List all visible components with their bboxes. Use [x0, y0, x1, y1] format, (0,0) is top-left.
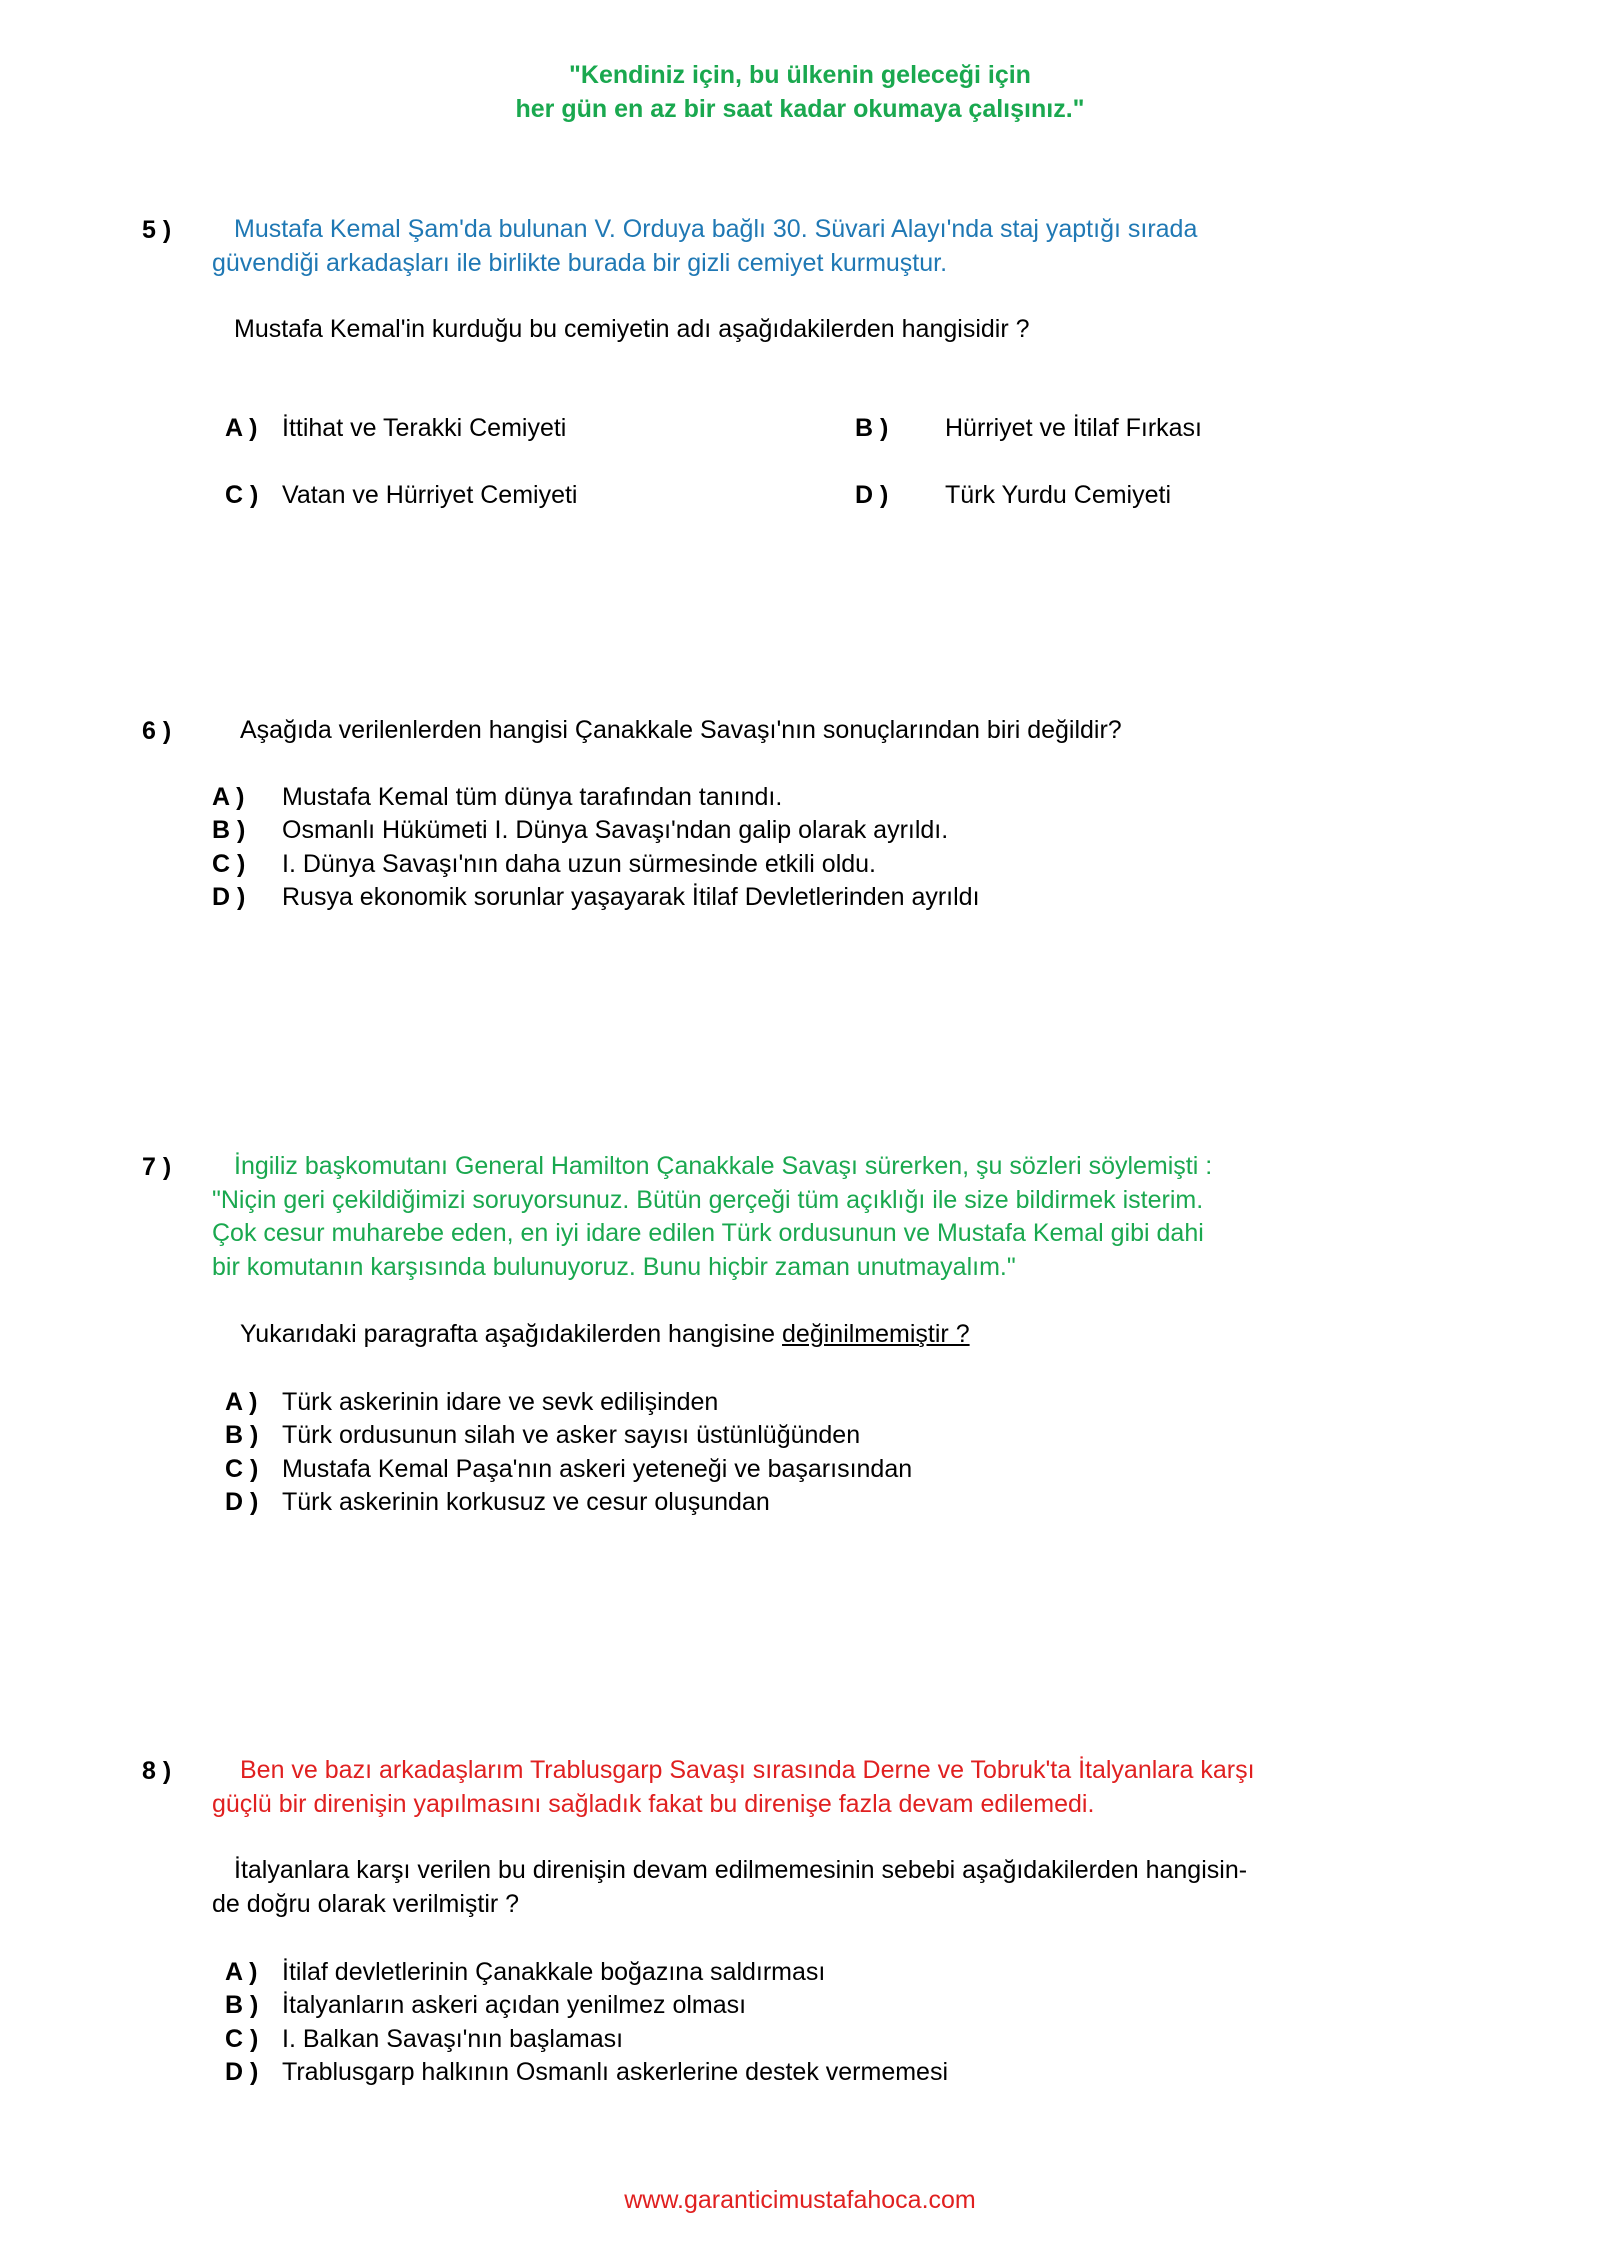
option-text: Rusya ekonomik sorunlar yaşayarak İtilaf Devletlerinden ayrıldı — [282, 883, 980, 911]
question-prompt: Mustafa Kemal'in kurduğu bu cemiyetin adı aşağıdakilerden hangisidir ? — [234, 315, 1030, 343]
option-text: İttihat ve Terakki Cemiyeti — [282, 414, 567, 442]
option-text: İtilaf devletlerinin Çanakkale boğazına saldırması — [282, 1958, 826, 1986]
option-label: C ) — [212, 850, 246, 878]
option-label: B ) — [225, 1991, 259, 2019]
question-stem-line: güçlü bir direnişin yapılmasını sağladık fakat bu direnişe fazla devam edilemedi. — [212, 1790, 1095, 1818]
question-stem-line: güvendiği arkadaşları ile birlikte burada bir gizli cemiyet kurmuştur. — [212, 249, 948, 277]
question-stem-line: "Niçin geri çekildiğimizi soruyorsunuz. Bütün gerçeği tüm açıklığı ile size bildirmek isterim. — [212, 1186, 1204, 1214]
option-text: Osmanlı Hükümeti I. Dünya Savaşı'ndan galip olarak ayrıldı. — [282, 816, 949, 844]
question-stem-line: Ben ve bazı arkadaşlarım Trablusgarp Savaşı sırasında Derne ve Tobruk'ta İtalyanlara karşı — [240, 1756, 1255, 1784]
option-text: Türk ordusunun silah ve asker sayısı üstünlüğünden — [282, 1421, 861, 1449]
option-label: A ) — [225, 1388, 258, 1416]
question-number: 6 ) — [142, 717, 172, 745]
option-label: B ) — [212, 816, 246, 844]
option-label: D ) — [225, 2058, 259, 2086]
header-quote-line-2: her gün en az bir saat kadar okumaya çalışınız." — [515, 95, 1085, 123]
question-stem-line: Mustafa Kemal Şam'da bulunan V. Orduya bağlı 30. Süvari Alayı'nda staj yaptığı sırada — [234, 215, 1198, 243]
option-text: I. Balkan Savaşı'nın başlaması — [282, 2025, 624, 2053]
option-label: A ) — [212, 783, 245, 811]
option-text: Vatan ve Hürriyet Cemiyeti — [282, 481, 578, 509]
question-stem-line: İngiliz başkomutanı General Hamilton Çanakkale Savaşı sürerken, şu sözleri söylemişti : — [234, 1152, 1213, 1180]
option-text: I. Dünya Savaşı'nın daha uzun sürmesinde etkili oldu. — [282, 850, 877, 878]
option-label: A ) — [225, 414, 258, 442]
question-prompt-emphasis: değinilmemiştir ? — [782, 1320, 970, 1348]
option-text: Türk askerinin korkusuz ve cesur oluşundan — [282, 1488, 770, 1516]
option-label: B ) — [855, 414, 889, 442]
option-label: D ) — [225, 1488, 259, 1516]
option-label: B ) — [225, 1421, 259, 1449]
question-prompt: Aşağıda verilenlerden hangisi Çanakkale Savaşı'nın sonuçlarından biri değildir? — [240, 716, 1122, 744]
option-text: Hürriyet ve İtilaf Fırkası — [945, 414, 1202, 442]
header-quote-line-1: "Kendiniz için, bu ülkenin geleceği için — [569, 61, 1031, 89]
option-text: Trablusgarp halkının Osmanlı askerlerine destek vermemesi — [282, 2058, 949, 2086]
question-number: 8 ) — [142, 1757, 172, 1785]
option-text: İtalyanların askeri açıdan yenilmez olması — [282, 1991, 747, 2019]
option-label: D ) — [855, 481, 889, 509]
question-prompt-line: İtalyanlara karşı verilen bu direnişin devam edilmemesinin sebebi aşağıdakilerden hangisin- — [234, 1856, 1248, 1884]
question-prompt — [240, 1317, 970, 1351]
question-stem-line: bir komutanın karşısında bulunuyoruz. Bunu hiçbir zaman unutmayalım." — [212, 1253, 1016, 1281]
option-text: Mustafa Kemal tüm dünya tarafından tanındı. — [282, 783, 783, 811]
option-text: Mustafa Kemal Paşa'nın askeri yeteneği ve başarısından — [282, 1455, 913, 1483]
question-number: 5 ) — [142, 216, 172, 244]
option-label: C ) — [225, 1455, 259, 1483]
option-label: D ) — [212, 883, 246, 911]
question-number: 7 ) — [142, 1153, 172, 1181]
option-text: Türk Yurdu Cemiyeti — [945, 481, 1172, 509]
option-label: C ) — [225, 2025, 259, 2053]
option-label: A ) — [225, 1958, 258, 1986]
question-prompt-line: de doğru olarak verilmiştir ? — [212, 1890, 520, 1918]
question-prompt-text: Yukarıdaki paragrafta aşağıdakilerden hangisine — [240, 1320, 783, 1348]
footer-website-link[interactable]: www.garanticimustafahoca.com — [624, 2186, 976, 2214]
option-text: Türk askerinin idare ve sevk edilişinden — [282, 1388, 719, 1416]
question-stem-line: Çok cesur muharebe eden, en iyi idare edilen Türk ordusunun ve Mustafa Kemal gibi dahi — [212, 1219, 1204, 1247]
option-label: C ) — [225, 481, 259, 509]
